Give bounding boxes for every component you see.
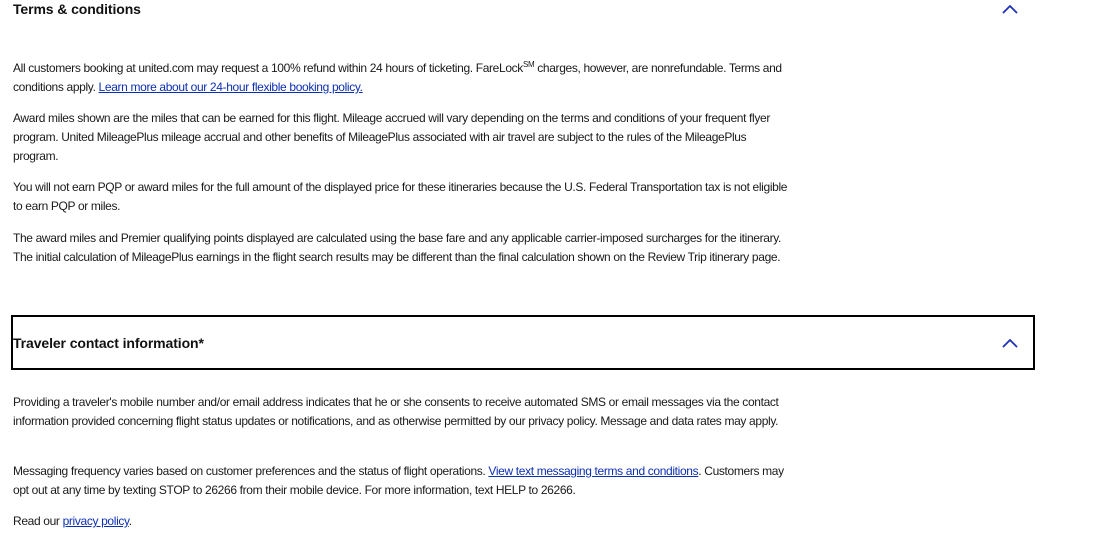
privacy-text-end: .: [128, 514, 132, 528]
pqp-paragraph: You will not earn PQP or award miles for the full amount of the displayed price for these itineraries because the U.S. Federal Transportation tax is not eligible to earn PQP or miles.: [13, 180, 788, 213]
consent-paragraph: Providing a traveler's mobile number and/or email address indicates that he or she consents to receive automated SMS or email messages via the contact information provided concerning flight status updates or notifications, and as otherwise permitted by our privacy policy. Message and data rates may apply.: [13, 395, 779, 428]
privacy-policy-link[interactable]: privacy policy: [62, 514, 129, 528]
refund-policy-text: All customers booking at united.com may request a 100% refund within 24 hours of ticketing. FareLock: [13, 61, 523, 75]
privacy-paragraph: [13, 512, 788, 531]
chevron-up-icon[interactable]: [1000, 336, 1020, 350]
premier-points-paragraph: The award miles and Premier qualifying points displayed are calculated using the base fare and any applicable carrier-imposed surcharges for the itinerary. The initial calculation of MileagePlus earnings in the flight search results may be different than the final calculation shown on the Review Trip itinerary page.: [13, 231, 781, 264]
flexible-booking-link[interactable]: Learn more about our 24-hour flexible booking policy.: [98, 80, 363, 94]
refund-policy-paragraph: [13, 59, 788, 97]
award-miles-paragraph: Award miles shown are the miles that can be earned for this flight. Mileage accrued will vary depending on the terms and conditions of your frequent flyer program. United MileagePlus mileage accrual and other benefits of MileagePlus associated with air travel are subject to the rules of the MileagePlus program.: [13, 111, 770, 163]
service-mark: SM: [522, 60, 535, 69]
privacy-text: Read our: [13, 514, 63, 528]
traveler-contact-header[interactable]: [11, 315, 1035, 370]
chevron-up-icon[interactable]: [1000, 2, 1020, 16]
messaging-text-cont: . Customers may opt out at any time by texting STOP to 26266 from their mobile device. For more information, text HELP to 26266.: [13, 464, 784, 497]
terms-conditions-header[interactable]: [11, 0, 1035, 18]
traveler-contact-title: Traveler contact information*: [13, 334, 204, 351]
messaging-paragraph: [13, 462, 788, 500]
text-messaging-terms-link[interactable]: View text messaging terms and conditions: [488, 464, 699, 478]
refund-policy-text-cont: charges, however, are nonrefundable. Terms and conditions apply.: [13, 61, 782, 94]
terms-conditions-title: Terms & conditions: [13, 1, 141, 17]
messaging-text: Messaging frequency varies based on customer preferences and the status of flight operations.: [13, 464, 489, 478]
